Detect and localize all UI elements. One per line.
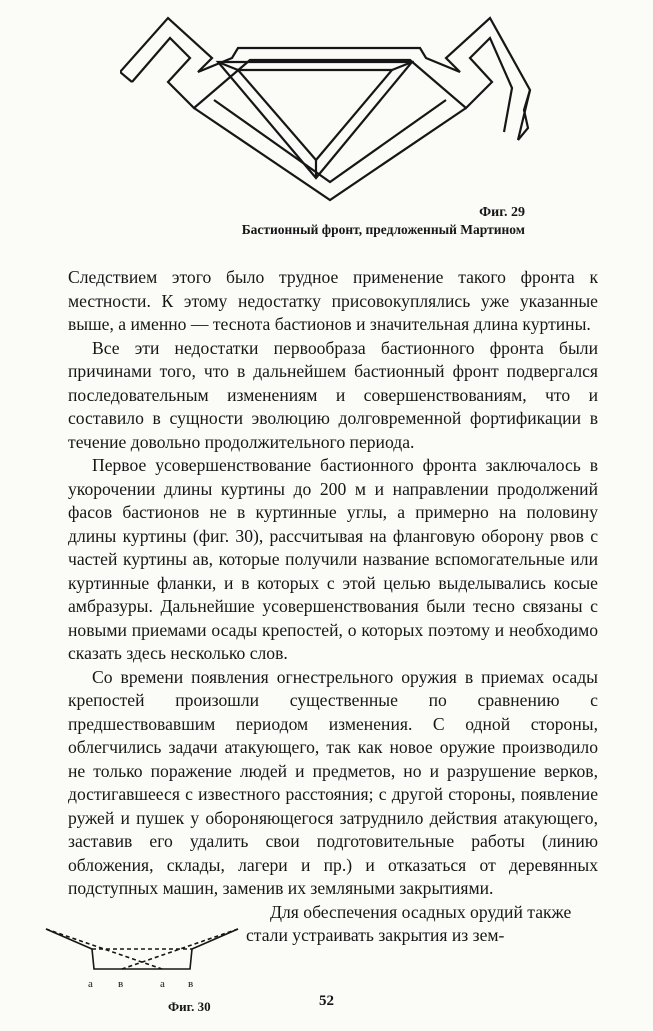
- fig30-label-a1: a: [88, 977, 93, 990]
- fig30-label-b2: в: [188, 977, 194, 990]
- body-text: [68, 266, 598, 1031]
- paragraph-1: Следствием этого было трудное применение такого фронта к местности. К этому недостатку присовокуплялись уже указанные выше, а именно — теснота бастионов и значительная длина куртины.: [68, 267, 598, 334]
- paragraph-2: Все эти недостатки первообраза бастионного фронта были причинами того, что в дальнейшем бастионный фронт подвергался последовательным изменениям и совершенствованиям, что и составило в сущности эволюцию долговременной фортификации в течение довольно продолжительного периода.: [68, 337, 598, 452]
- fig30-label-b1: в: [118, 977, 124, 990]
- paragraph-4: Со времени появления огнестрельного оружия в приемах осады крепостей произошли существенные по сравнению с предшествовавшим периодом изменения. С одной стороны, облегчились задачи атакующего, так как новое оружие производило не только поражение людей и предметов, но и разрушение верков, достигавшееся с известного расстояния; с другой стороны, появление ружей и пушек у обороняющегося затруднило действия атакующего, заставив его удалить свои подготовительные работы (линию обложения, склады, лагери и пр.) и отказаться от деревянных подступных машин, заменив их земляными закрытиями.: [68, 666, 598, 898]
- figure-29-caption: [242, 204, 525, 238]
- paragraph-3: Первое усовершенствование бастионного фронта заключалось в укорочении длины куртины до 200 м и направлении продолжений фасов бастионов не в куртинные углы, а примерно на половину длины куртины (фиг. 30), рассчитывая на фланговую оборону рвов с частей куртины ав, которые получили название вспомогательные или куртинные фланки, и в которых с этой целью выделывались косые амбразуры. Дальнейшие усовершенствования были тесно связаны с новыми приемами осады крепостей, о которых поэтому и необходимо сказать здесь несколько слов.: [68, 455, 598, 663]
- figure-29-drawing: [120, 0, 540, 205]
- figure-30: [68, 901, 246, 1031]
- figure-29-number: Фиг. 29: [479, 205, 525, 220]
- fig30-label-a2: a: [160, 977, 165, 990]
- figure-29-title: Бастионный фронт, предложенный Мартином: [241, 222, 525, 237]
- figure-30-caption: Фиг. 30: [168, 998, 211, 1014]
- page-number: 52: [319, 993, 334, 1009]
- paragraph-5: Для обеспечения осадных орудий также стали устраивать закрытия из зем-: [246, 901, 572, 945]
